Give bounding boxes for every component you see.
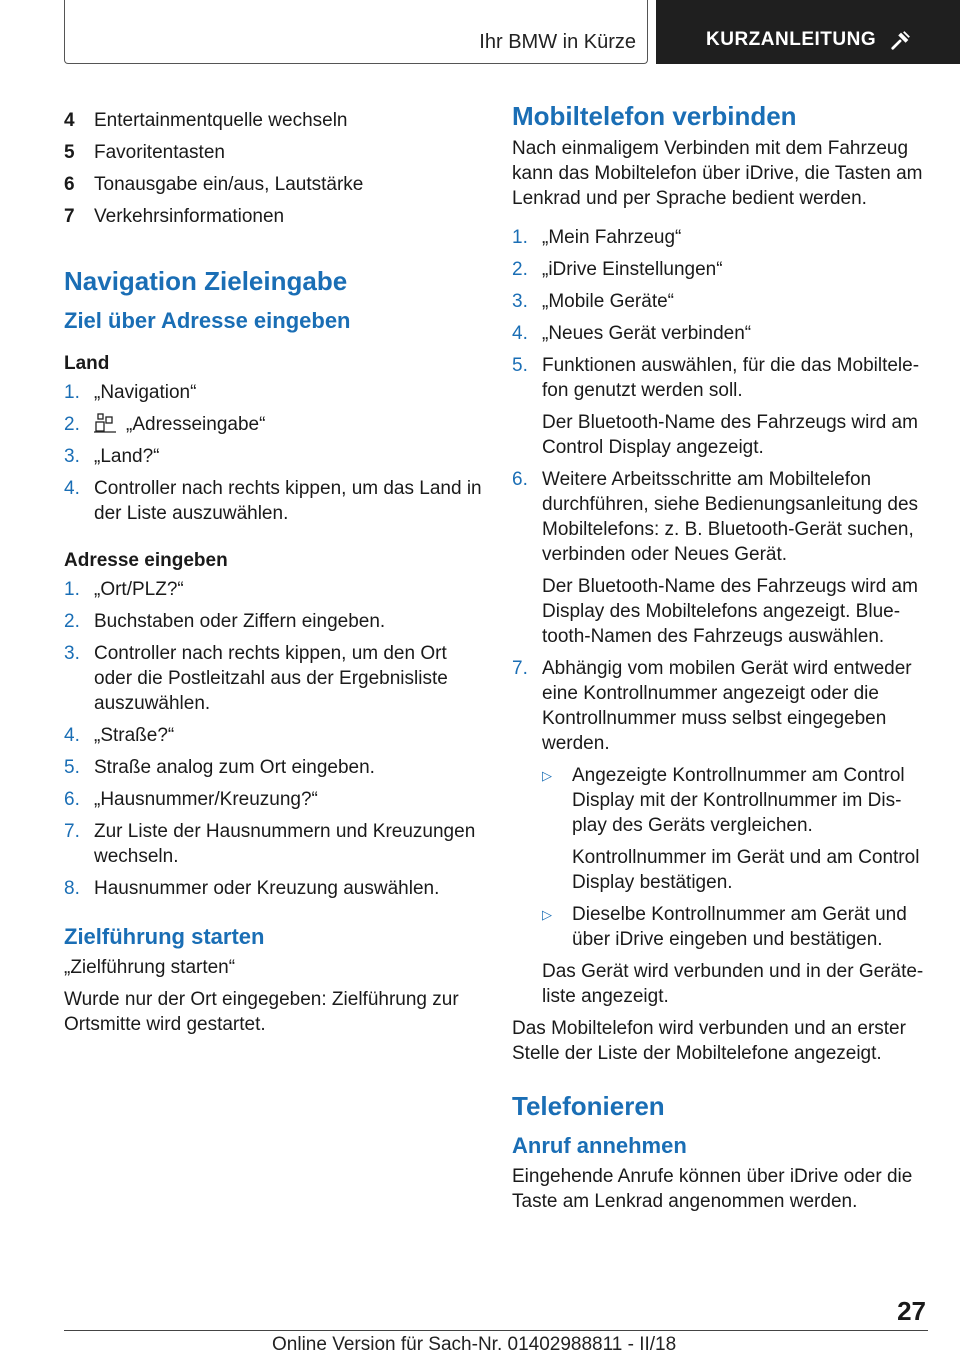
address-heading: Ziel über Adresse eingeben	[64, 308, 351, 333]
list-item: 4. „Straße?“	[64, 725, 175, 746]
answer-heading: Anruf annehmen	[512, 1133, 687, 1158]
phone-heading: Mobiltelefon verbinden	[512, 101, 797, 131]
bullet-item: ▷ Dieselbe Kontrollnummer am Gerät und über iDrive eingeben und bestätigen.	[542, 904, 907, 950]
list-item: 5. Funktionen auswählen, für die das Mobiltele-fon genutzt werden soll.	[512, 355, 920, 401]
triangle-bullet-icon: ▷	[542, 768, 552, 783]
step-note: Der Bluetooth-Name des Fahrzeugs wird am Control Display angezeigt.	[542, 412, 918, 458]
bullet-item: ▷ Angezeigte Kontrollnummer am Control Display mit der Kontrollnummer im Dis-play des Geräts vergleichen.	[542, 765, 905, 836]
address-input-icon	[94, 413, 116, 433]
list-item: 6. Weitere Arbeitsschritte am Mobiltelefon durchführen, siehe Bedienungsanleitung des Mobiltelefons: z. B. Bluetooth-Gerät suchen, verbinden oder Neues Gerät.	[512, 469, 919, 565]
chapter-tab	[656, 0, 960, 64]
list-item: 6. „Hausnummer/Kreuzung?“	[64, 789, 318, 810]
list-item: 4. „Neues Gerät verbinden“	[512, 323, 752, 344]
phone-intro: Nach einmaligem Verbinden mit dem Fahrzeug kann das Mobiltelefon über iDrive, die Tasten am Lenkrad und per Sprache bedient werden.	[512, 138, 923, 209]
list-item: 8. Hausnummer oder Kreuzung auswählen.	[64, 878, 440, 899]
list-item: 7. Abhängig vom mobilen Gerät wird entweder eine Kontrollnummer angezeigt oder die Kontrollnummer muss selbst eingegeben werden.	[512, 658, 912, 754]
final-note: Das Mobiltelefon wird verbunden und an erster Stelle der Liste der Mobiltelefone angezeigt.	[512, 1018, 906, 1064]
list-item: 1. „Navigation“	[64, 382, 197, 403]
list-item: 2. „iDrive Einstellungen“	[512, 259, 723, 280]
list-item: 5. Straße analog zum Ort eingeben.	[64, 757, 375, 778]
guidance-note: Wurde nur der Ort eingegeben: Zielführung zur Ortsmitte wird gestartet.	[64, 989, 459, 1035]
triangle-bullet-icon: ▷	[542, 907, 552, 922]
land-label: Land	[64, 353, 110, 374]
section-title: Ihr BMW in Kürze	[479, 31, 636, 53]
list-item: 5 Favoritentasten	[64, 142, 225, 163]
answer-text: Eingehende Anrufe können über iDrive oder die Taste am Lenkrad angenommen werden.	[512, 1166, 913, 1212]
list-item: 3. Controller nach rechts kippen, um den Ort oder die Postleitzahl aus der Ergebnisliste auszuwählen.	[64, 643, 448, 714]
list-item: 6 Tonausgabe ein/aus, Lautstärke	[64, 174, 364, 195]
footer-divider	[64, 1330, 928, 1331]
list-item: 2. Buchstaben oder Ziffern eingeben.	[64, 611, 386, 632]
telephone-heading: Telefonieren	[512, 1091, 665, 1121]
list-item: 2. „Adresseingabe“	[64, 414, 266, 435]
list-item: 7 Verkehrsinformationen	[64, 206, 285, 227]
left-column	[64, 108, 484, 1044]
footer-version: Online Version für Sach-Nr. 01402988811 - II/18	[272, 1334, 677, 1355]
list-item: 1. „Mein Fahrzeug“	[512, 227, 682, 248]
wrench-icon	[890, 29, 912, 51]
list-item: 7. Zur Liste der Hausnummern und Kreuzungen wechseln.	[64, 821, 476, 867]
list-item: 4 Entertainmentquelle wechseln	[64, 110, 348, 131]
page-number: 27	[897, 1296, 926, 1326]
chapter-title: KURZANLEITUNG	[706, 29, 877, 50]
bullet-note: Kontrollnummer im Gerät und am Control Display bestätigen.	[572, 847, 920, 893]
list-item: 3. „Land?“	[64, 446, 160, 467]
nav-heading: Navigation Zieleingabe	[64, 266, 348, 296]
guidance-heading: Zielführung starten	[64, 924, 265, 949]
guidance-text: „Zielführung starten“	[64, 957, 236, 978]
right-column	[512, 101, 932, 1221]
connected-note: Das Gerät wird verbunden und in der Geräte-liste angezeigt.	[542, 961, 924, 1007]
step-note: Der Bluetooth-Name des Fahrzeugs wird am Display des Mobiltelefons angezeigt. Blue-tooth-Namen des Fahrzeugs auswählen.	[542, 576, 918, 647]
list-item: 1. „Ort/PLZ?“	[64, 579, 184, 600]
list-item: 3. „Mobile Geräte“	[512, 291, 674, 312]
list-item: 4. Controller nach rechts kippen, um das Land in der Liste auszuwählen.	[64, 478, 482, 524]
address-label: Adresse eingeben	[64, 550, 228, 571]
